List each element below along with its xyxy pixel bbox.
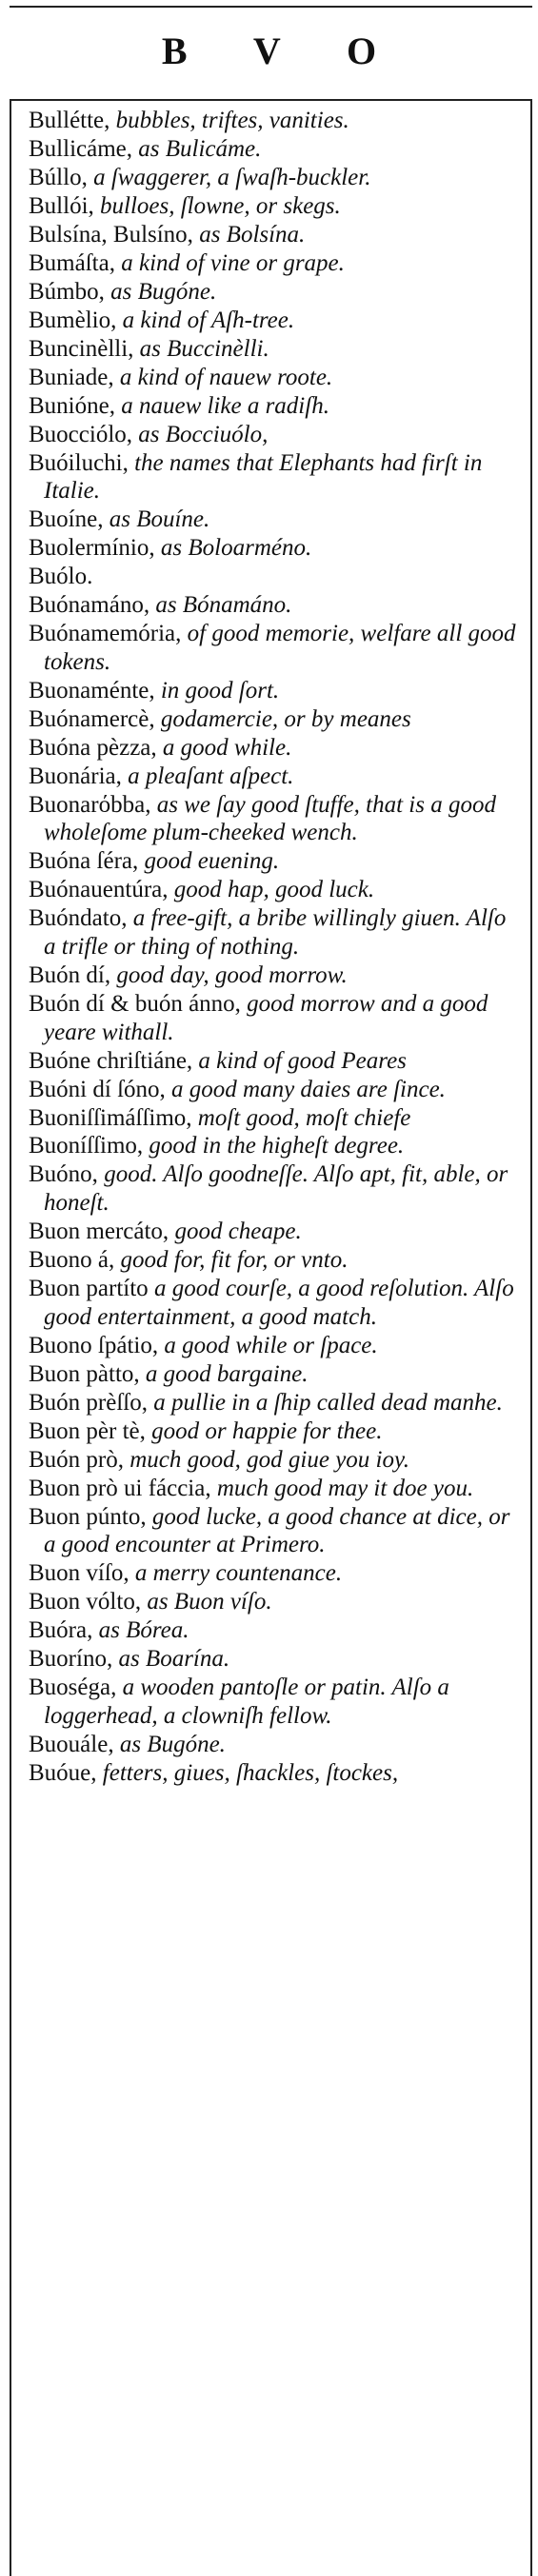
page-header <box>0 0 538 95</box>
entry-definition: bulloes, ſlowne, or skegs. <box>93 192 341 219</box>
entry-definition: a nauew like a radiſh. <box>114 392 329 419</box>
entry-headword: Buoíne, <box>29 506 104 533</box>
entry-definition: bubbles, triftes, vanities. <box>110 108 349 133</box>
dictionary-entry <box>29 221 519 249</box>
entry-definition: godamercie, or by meanes <box>154 705 411 732</box>
dictionary-entry <box>29 1389 519 1417</box>
entry-headword: Buón prò, <box>29 1446 124 1473</box>
entry-headword: Bumáſta, <box>29 249 115 276</box>
entry-definition: much good may it doe you. <box>210 1475 474 1501</box>
dictionary-entry <box>29 1446 519 1475</box>
entry-headword: Búmbo, <box>29 278 105 305</box>
entry-definition: as Buon víſo. <box>141 1589 272 1615</box>
entry-headword: Bulsína, Bulsíno, <box>29 221 193 248</box>
entry-definition: a pleaſant aſpect. <box>121 763 294 789</box>
entry-headword: Bullicáme, <box>29 135 132 162</box>
entry-definition: a good many daies are ſince. <box>165 1076 446 1102</box>
entry-definition: a kind of nauew roote. <box>113 364 333 390</box>
dictionary-entry <box>29 192 519 221</box>
entry-headword: Buóno, <box>29 1161 98 1188</box>
dictionary-entry <box>29 876 519 904</box>
entry-definition: as Bugóne. <box>113 1731 226 1757</box>
dictionary-column <box>10 99 532 2576</box>
dictionary-entry <box>29 847 519 876</box>
entry-headword: Bunióne, <box>29 392 115 419</box>
entry-headword: Buon prò ui fáccia, <box>29 1475 211 1501</box>
entry-headword: Bumèlio, <box>29 307 117 333</box>
entry-headword: Buón dí, <box>29 961 111 988</box>
entry-definition: good. Alſo goodneſſe. Alſo apt, fit, able, or honeſt. <box>44 1161 508 1217</box>
entry-headword: Buón dí & buón ánno, <box>29 990 241 1017</box>
entry-definition: good morrow and a good yeare withall. <box>44 990 488 1045</box>
entry-headword: Buon partíto <box>29 1276 149 1302</box>
entry-definition: a kind of good Peares <box>192 1047 407 1074</box>
dictionary-entry <box>29 677 519 705</box>
entry-definition: as Buccinèlli. <box>133 335 269 362</box>
entry-headword: Buouále, <box>29 1731 114 1757</box>
entry-definition: as Bocciuólo, <box>132 421 269 447</box>
entry-headword: Buónamáno, <box>29 592 150 619</box>
dictionary-entry <box>29 534 519 563</box>
entry-definition: as Bouíne. <box>103 506 210 533</box>
dictionary-entry <box>29 278 519 307</box>
entry-headword: Buónauentúra, <box>29 877 169 903</box>
dictionary-entry <box>29 1047 519 1076</box>
entry-definition: as Bórea. <box>92 1617 189 1644</box>
entry-headword: Buon pèr tè, <box>29 1417 146 1444</box>
dictionary-entry <box>29 1218 519 1246</box>
entry-definition: good in the higheſt degree. <box>143 1133 405 1159</box>
dictionary-entry <box>29 1588 519 1616</box>
entry-definition: as Bulicáme. <box>132 135 262 162</box>
dictionary-entry <box>29 135 519 164</box>
dictionary-entry <box>29 1759 519 1788</box>
dictionary-entry <box>29 961 519 990</box>
entry-definition: a kind of Aſh-tree. <box>116 307 295 333</box>
entry-definition: of good memorie, welfare all good tokens. <box>44 621 516 675</box>
dictionary-entry <box>29 364 519 392</box>
entry-headword: Buoséga, <box>29 1674 117 1701</box>
entry-definition: good day, good morrow. <box>110 961 348 988</box>
dictionary-entry <box>29 734 519 763</box>
dictionary-entry <box>29 392 519 421</box>
entry-headword: Buolermínio, <box>29 535 155 562</box>
entry-headword: Buoniſſimáſſimo, <box>29 1104 192 1131</box>
entry-definition: a kind of vine or grape. <box>114 249 345 276</box>
entry-headword: Buocciólo, <box>29 421 133 447</box>
dictionary-entry <box>29 421 519 449</box>
dictionary-entry <box>29 1503 519 1559</box>
entry-headword: Buono á, <box>29 1247 115 1274</box>
dictionary-entry <box>29 249 519 278</box>
entry-headword: Buóna pèzza, <box>29 734 157 761</box>
dictionary-entry <box>29 505 519 534</box>
dictionary-entry <box>29 763 519 791</box>
dictionary-entry <box>29 591 519 620</box>
entry-definition: a wooden pantoſle or patin. Alſo a loggerhead, a clowniſh fellow. <box>44 1674 449 1729</box>
entry-definition: in good ſort. <box>154 677 280 703</box>
entry-definition: fetters, giues, ſhackles, ſtockes, <box>96 1759 399 1786</box>
entry-headword: Buonaménte, <box>29 677 155 703</box>
dictionary-entry <box>29 1360 519 1389</box>
entry-headword: Bullétte, <box>29 108 110 133</box>
dictionary-entry <box>29 990 519 1046</box>
entry-definition: a merry countenance. <box>129 1560 343 1587</box>
dictionary-entry <box>29 1417 519 1446</box>
entry-headword: Buon pàtto, <box>29 1360 140 1387</box>
page-title: B V O <box>161 30 406 72</box>
dictionary-entry <box>29 107 519 135</box>
dictionary-entry <box>29 1475 519 1503</box>
entry-headword: Buóni dí ſóno, <box>29 1076 166 1102</box>
dictionary-entry <box>29 1132 519 1160</box>
entry-headword: Buon víſo, <box>29 1560 130 1587</box>
entry-definition: a good bargaine. <box>139 1360 309 1387</box>
entry-headword: Buon vólto, <box>29 1589 142 1615</box>
entry-headword: Búllo, <box>29 164 88 190</box>
dictionary-entry <box>29 307 519 335</box>
dictionary-entry <box>29 1104 519 1133</box>
entry-definition: the names that Elephants had firſt in Italie. <box>44 449 483 505</box>
entry-definition: good lucke, a good chance at dice, or a good encounter at Primero. <box>44 1503 510 1558</box>
dictionary-entry <box>29 1674 519 1730</box>
entry-headword: Buniade, <box>29 364 114 390</box>
entry-headword: Buono ſpátio, <box>29 1332 159 1358</box>
entry-headword: Buonária, <box>29 763 122 789</box>
entry-definition: good or happie for thee. <box>145 1417 383 1444</box>
dictionary-entry <box>29 1275 519 1331</box>
entry-headword: Bullói, <box>29 192 94 219</box>
dictionary-entry <box>29 705 519 734</box>
dictionary-entry <box>29 563 519 591</box>
entry-headword: Buónamemória, <box>29 621 182 647</box>
entry-definition: good hap, good luck. <box>168 877 375 903</box>
entry-definition: a good while. <box>156 734 292 761</box>
dictionary-entry <box>29 1645 519 1674</box>
entry-definition: as we ſay good ſtuffe, that is a good wholeſome plum-cheeked wench. <box>44 791 496 846</box>
dictionary-entry <box>29 1559 519 1588</box>
dictionary-entry <box>29 791 519 847</box>
entry-headword: Buóne chriſtiáne, <box>29 1047 193 1074</box>
dictionary-entry <box>29 1246 519 1275</box>
dictionary-entry <box>29 620 519 676</box>
dictionary-entry <box>29 1160 519 1217</box>
dictionary-entry <box>29 449 519 505</box>
entry-definition: moſt good, moſt chiefe <box>191 1104 411 1131</box>
entry-definition: as Bolsína. <box>192 221 306 248</box>
entry-definition: a free-gift, a bribe willingly giuen. Alſo a trifle or thing of nothing. <box>44 905 507 960</box>
entry-headword: Buóiluchi, <box>29 449 129 476</box>
dictionary-entry <box>29 904 519 961</box>
entry-headword: Buóna ſéra, <box>29 848 139 875</box>
dictionary-entry <box>29 1731 519 1759</box>
entry-headword: Buóra, <box>29 1617 93 1644</box>
entry-headword: Buon mercáto, <box>29 1219 169 1245</box>
entry-definition: as Boarína. <box>112 1646 230 1673</box>
dictionary-entry <box>29 1076 519 1104</box>
entry-headword: Buonarόbba, <box>29 791 151 818</box>
entry-definition: good for, fit for, or vnto. <box>114 1247 349 1274</box>
entry-definition: a good while or ſpace. <box>158 1332 378 1358</box>
entry-headword: Buóndato, <box>29 905 128 932</box>
entry-definition: as Bónamáno. <box>149 592 292 619</box>
entry-headword: Buóue, <box>29 1759 97 1786</box>
entry-headword: Buoníſſimo, <box>29 1133 144 1159</box>
entry-definition: good euening. <box>138 848 280 875</box>
entry-headword: Buncinèlli, <box>29 335 134 362</box>
entry-definition: a pullie in a ſhip called dead manhe. <box>148 1389 503 1416</box>
entry-headword: Buónamercè, <box>29 705 155 732</box>
header-rule <box>10 6 532 8</box>
entry-headword: Buólo. <box>29 564 93 590</box>
entry-definition: a good courſe, a good reſolution. Alſo good entertainment, a good match. <box>44 1276 514 1330</box>
entry-definition: as Boloarméno. <box>154 535 312 562</box>
dictionary-entry <box>29 164 519 192</box>
entry-headword: Buon púnto, <box>29 1503 147 1530</box>
entry-definition: much good, god giue you ioy. <box>124 1446 409 1473</box>
entry-definition: as Bugóne. <box>104 278 217 305</box>
entry-headword: Buoríno, <box>29 1646 113 1673</box>
dictionary-entry <box>29 1616 519 1645</box>
entry-definition: good cheape. <box>169 1219 302 1245</box>
entry-list <box>29 107 519 1788</box>
dictionary-entry <box>29 1332 519 1360</box>
entry-definition: a ſwaggerer, a ſwaſh-buckler. <box>87 164 371 190</box>
dictionary-entry <box>29 335 519 364</box>
entry-headword: Buón prèſſo, <box>29 1389 148 1416</box>
